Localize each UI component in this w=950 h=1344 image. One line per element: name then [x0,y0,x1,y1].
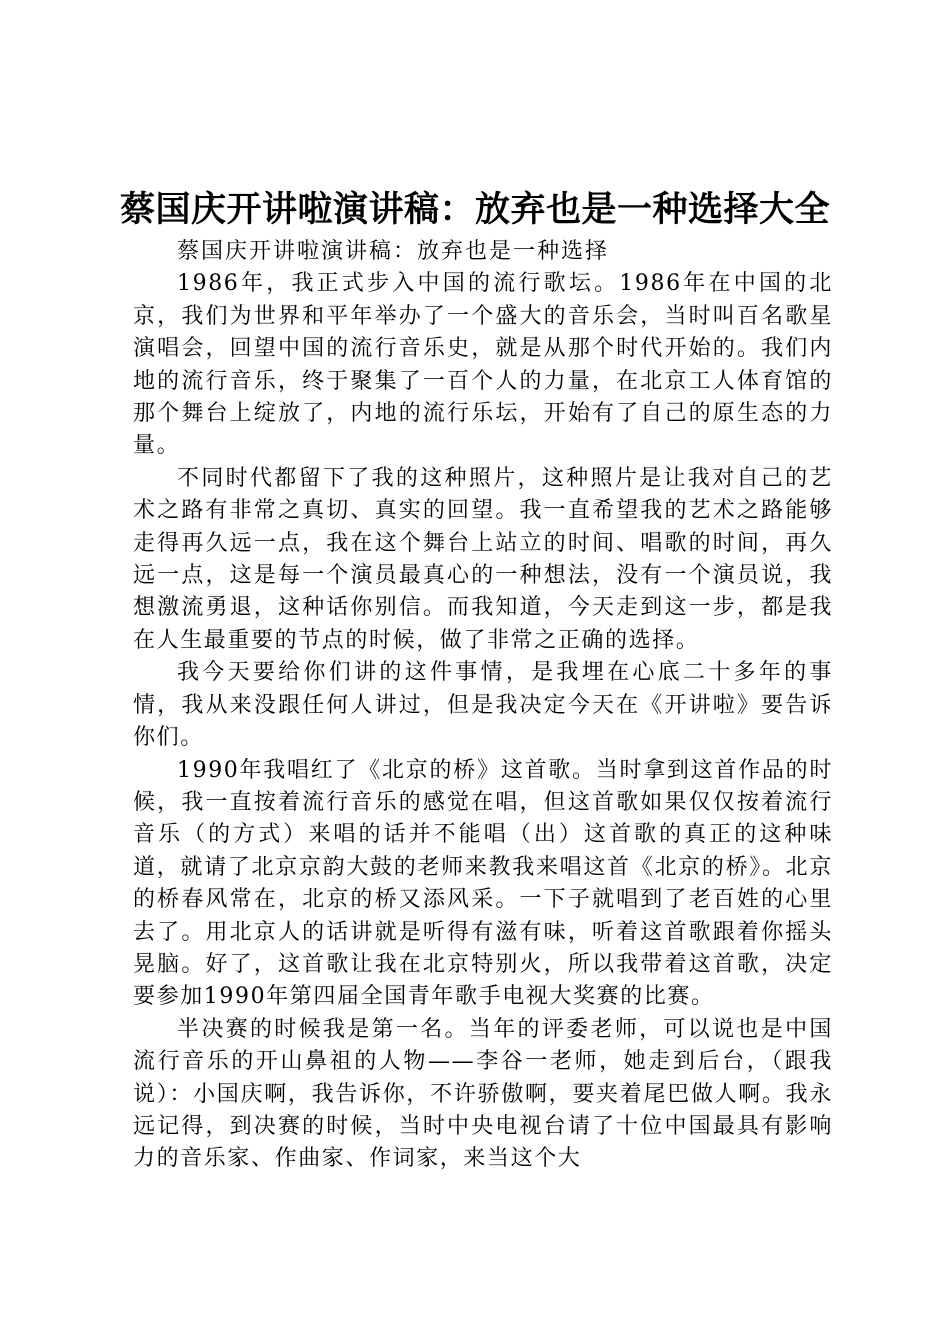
speech-subtitle: 蔡国庆开讲啦演讲稿：放弃也是一种选择 [177,239,610,264]
paragraph-secret: 我今天要给你们讲的这件事情，是我埋在心底二十多年的事情，我从来没跟任何人讲过，但是我决定今天在《开讲啦》要告诉你们。 [133,660,833,751]
paragraph-beijing-bridge: 1990年我唱红了《北京的桥》这首歌。当时拿到这首作品的时候，我一直按着流行音乐的感觉在唱，但这首歌如果仅仅按着流行音乐（的方式）来唱的话并不能唱（出）这首歌的真正的这种味道，就请了北京京韵大鼓的老师来教我来唱这首《北京的桥》。北京的桥春风常在，北京的桥又添风采。一下子就唱到了老百姓的心里去了。用北京人的话讲就是听得有滋有味，听着这首歌跟着你摇头晃脑。好了，这首歌让我在北京特别火，所以我带着这首歌，决定要参加1990年第四届全国青年歌手电视大奖赛的比赛。 [133,757,833,1010]
document-title: 蔡国庆开讲啦演讲稿：放弃也是一种选择大全 [119,189,830,230]
paragraph-photos-career: 不同时代都留下了我的这种照片，这种照片是让我对自己的艺术之路有非常之真切、真实的回望。我一直希望我的艺术之路能够走得再久远一点，我在这个舞台上站立的时间、唱歌的时间，再久远一点，这是每一个演员最真心的一种想法，没有一个演员说，我想激流勇退，这种话你别信。而我知道，今天走到这一步，都是我在人生最重要的节点的时候，做了非常之正确的选择。 [133,465,833,653]
document-body [133,236,833,1176]
paragraph-1986-debut: 1986年，我正式步入中国的流行歌坛。1986年在中国的北京，我们为世界和平年举办了一个盛大的音乐会，当时叫百名歌星演唱会，回望中国的流行音乐史，就是从那个时代开始的。我们内地的流行音乐，终于聚集了一百个人的力量，在北京工人体育馆的那个舞台上绽放了，内地的流行乐坛，开始有了自己的原生态的力量。 [133,271,833,459]
paragraph-semifinal: 半决赛的时候我是第一名。当年的评委老师，可以说也是中国流行音乐的开山鼻祖的人物——李谷一老师，她走到后台，（跟我说）：小国庆啊，我告诉你，不许骄傲啊，要夹着尾巴做人啊。我永远记得，到决赛的时候，当时中央电视台请了十位中国最具有影响力的音乐家、作曲家、作词家，来当这个大 [133,1016,833,1172]
